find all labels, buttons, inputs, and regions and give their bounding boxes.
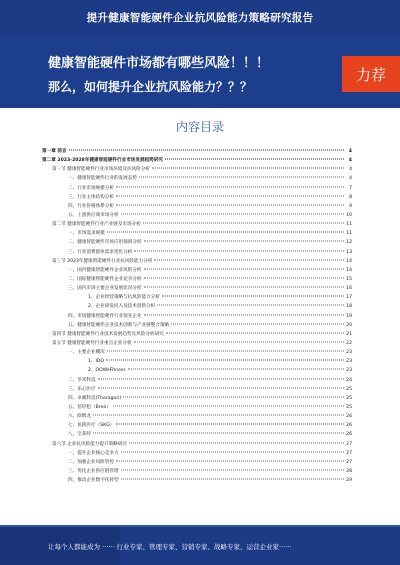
toc-entry[interactable]: 2、企业研发投入及技术创新分析 18 bbox=[88, 304, 352, 310]
toc-entry[interactable]: 第二节 健康智能硬件行业产业链及市场分析 11 bbox=[52, 222, 352, 228]
toc-entry[interactable]: 五、上游供应商市场分析 10 bbox=[68, 212, 352, 218]
toc-entry[interactable]: 七、鱼跃医疗（SKG） 26 bbox=[68, 423, 352, 429]
toc-entry[interactable]: 四、市场健康智能硬件行业领先企业 19 bbox=[68, 313, 352, 319]
toc-entry[interactable]: 第一节 健康智能硬件行业市场环境及抗风险分析 4 bbox=[52, 167, 352, 173]
toc-entry[interactable]: 三、国内市场主要企业发展状况分析 16 bbox=[68, 286, 352, 292]
hero-banner bbox=[0, 34, 400, 108]
toc-entry[interactable]: 六、欧姆龙 26 bbox=[68, 414, 352, 420]
toc-entry[interactable]: 二、行业市场规模分析 7 bbox=[68, 185, 352, 191]
toc-entry[interactable]: 八、宝莱特 26 bbox=[68, 432, 352, 438]
hero-headline: 健康智能硬件市场都有哪些风险！！！ bbox=[48, 56, 270, 71]
toc-entry[interactable]: 三、乐心医疗 25 bbox=[68, 386, 352, 392]
toc-entry[interactable]: 第六节 企业抗风险能力提升策略研究 27 bbox=[52, 441, 352, 447]
toc-entry[interactable]: 第三节 2023年健康智能硬件行业抗风险能力分析 14 bbox=[52, 258, 352, 264]
toc-entry[interactable]: 一、主要企业概况 23 bbox=[68, 350, 352, 356]
toc-entry[interactable]: 四、推动企业数字化转型 29 bbox=[68, 478, 352, 484]
toc-entry[interactable]: 一、市场需求规模 11 bbox=[68, 231, 352, 237]
toc-entry[interactable]: 五、倍轻松（Breo） 25 bbox=[68, 404, 352, 410]
report-header-bar bbox=[0, 0, 400, 34]
report-title: 提升健康智能硬件企业抗风险能力策略研究报告 bbox=[86, 11, 314, 24]
footer-bar bbox=[0, 527, 400, 565]
toc-entry[interactable]: 三、行业消费群体需求变化分析 13 bbox=[68, 249, 352, 255]
table-of-contents bbox=[42, 147, 352, 485]
toc-entry[interactable]: 第一章 前言 4 bbox=[42, 149, 352, 154]
toc-entry[interactable]: 一、国内健康智能硬件企业风险分析 14 bbox=[68, 267, 352, 273]
toc-entry[interactable]: 四、行业价格体系分析 9 bbox=[68, 203, 352, 209]
hero-subheadline: 那么，如何提升企业抗风险能力？？？ bbox=[48, 80, 253, 94]
toc-entry[interactable]: 三、优化企业供应链管理 28 bbox=[68, 468, 352, 474]
toc-entry[interactable]: 2、OOWeFitness 23 bbox=[88, 368, 352, 374]
toc-entry[interactable]: 第四节 健康智能硬件行业技术发展趋势及风险分析研究 21 bbox=[52, 331, 352, 337]
toc-entry[interactable]: 二、健康智能硬件市场应用领域分析 12 bbox=[68, 240, 352, 246]
toc-entry[interactable]: 一、健康智能硬件行业的发展态势 4 bbox=[68, 176, 352, 182]
toc-entry[interactable]: 二、国际健康智能硬件企业竞争分析 15 bbox=[68, 276, 352, 282]
toc-entry[interactable]: 第二章 2023-2028年健康智能硬件行业市场发展趋势研究 4 bbox=[42, 158, 352, 164]
toc-entry[interactable]: 二、加强企业风险管控 27 bbox=[68, 459, 352, 465]
toc-entry[interactable]: 一、提升企业核心竞争力 27 bbox=[68, 450, 352, 456]
toc-entry[interactable]: 1、IDO 23 bbox=[88, 359, 352, 365]
recommend-badge: 力荐 bbox=[342, 56, 400, 92]
toc-entry[interactable]: 二、华米科技 24 bbox=[68, 377, 352, 383]
toc-entry[interactable]: 四、卓翼科技(Theragun) 25 bbox=[68, 395, 352, 401]
toc-entry[interactable]: 第五节 健康智能硬件行业重点企业分析 22 bbox=[52, 340, 352, 346]
footer-slogan: 让每个人都能成为 ······ 行业专家、管理专家、营销专家、战略专家、运营企业家······ bbox=[48, 542, 292, 551]
toc-entry[interactable]: 1、企业经营策略与抗风险能力分析 17 bbox=[88, 295, 352, 301]
toc-entry[interactable]: 三、行业主体结构分析 8 bbox=[68, 194, 352, 200]
toc-heading: 内容目录 bbox=[175, 120, 224, 134]
toc-entry[interactable]: 五、健康智能硬件企业技术创新与产业链整合策略 20 bbox=[68, 322, 352, 328]
